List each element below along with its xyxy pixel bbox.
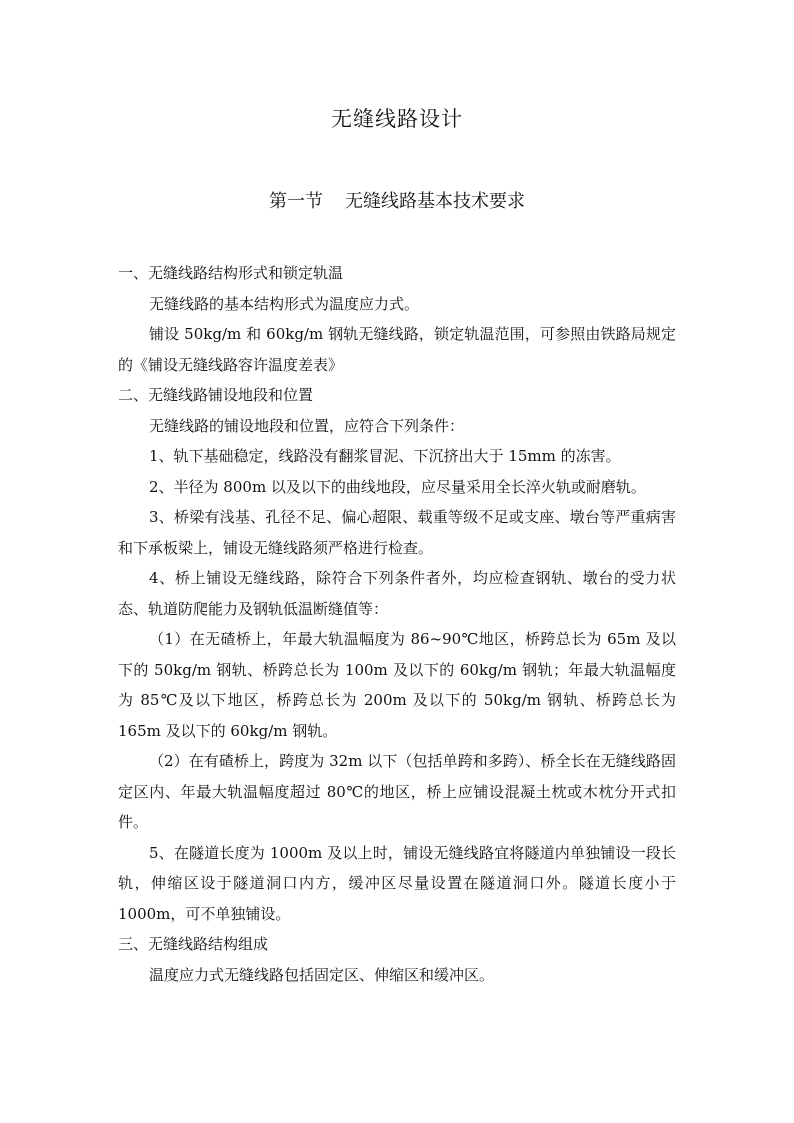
list-item: 1、轨下基础稳定，线路没有翻浆冒泥、下沉挤出大于 15mm 的冻害。 <box>149 447 621 465</box>
heading-3: 三、无缝线路结构组成 <box>118 935 269 953</box>
paragraph: 无缝线路的铺设地段和位置，应符合下列条件： <box>149 416 465 435</box>
sub-list-item: （2）在有碴桥上，跨度为 32m 以下（包括单跨和多跨）、桥全长在无缝线路固定区内、年最大轨温幅度超过 80℃的地区，桥上应铺设混凝土枕或木枕分开式扣件。 <box>118 752 676 831</box>
section-name: 无缝线路基本技术要求 <box>345 191 525 212</box>
list-item: 2、半径为 800m 以及以下的曲线地段，应尽量采用全长淬火轨或耐磨轨。 <box>149 477 646 496</box>
paragraph: 铺设 50kg/m 和 60kg/m 钢轨无缝线路，锁定轨温范围，可参照由铁路局规定的《铺设无缝线路容许温度差表》 <box>118 325 676 374</box>
sub-list-item: （1）在无碴桥上，年最大轨温幅度为 86~90℃地区，桥跨总长为 65m 及以下的 50kg/m 钢轨、桥跨总长为 100m 及以下的 60kg/m 钢轨；年最大轨温幅度为 85℃及以下地区，桥跨总长为 200m 及以下的 50kg/m 钢轨、桥跨总长为 165m 及以下的 60kg/m 钢轨。 <box>118 630 676 740</box>
list-item: 4、桥上铺设无缝线路，除符合下列条件者外，均应检查钢轨、墩台的受力状态、轨道防爬能力及钢轨低温断缝值等： <box>118 569 676 618</box>
section-label: 第一节 <box>269 191 323 212</box>
paragraph: 温度应力式无缝线路包括固定区、伸缩区和缓冲区。 <box>149 965 495 984</box>
document-body <box>118 258 676 990</box>
document-title: 无缝线路设计 <box>331 107 463 131</box>
heading-1: 一、无缝线路结构形式和锁定轨温 <box>118 264 344 282</box>
section-title <box>0 187 794 213</box>
list-item: 5、在隧道长度为 1000m 及以上时，铺设无缝线路宜将隧道内单独铺设一段长轨，伸缩区设于隧道洞口内方，缓冲区尽量设置在隧道洞口外。隧道长度小于 1000m，可不单独铺设。 <box>118 843 676 923</box>
heading-2: 二、无缝线路铺设地段和位置 <box>118 386 314 404</box>
paragraph: 无缝线路的基本结构形式为温度应力式。 <box>149 294 420 313</box>
list-item: 3、桥梁有浅基、孔径不足、偏心超限、载重等级不足或支座、墩台等严重病害和下承板梁上，铺设无缝线路须严格进行检查。 <box>118 508 676 557</box>
